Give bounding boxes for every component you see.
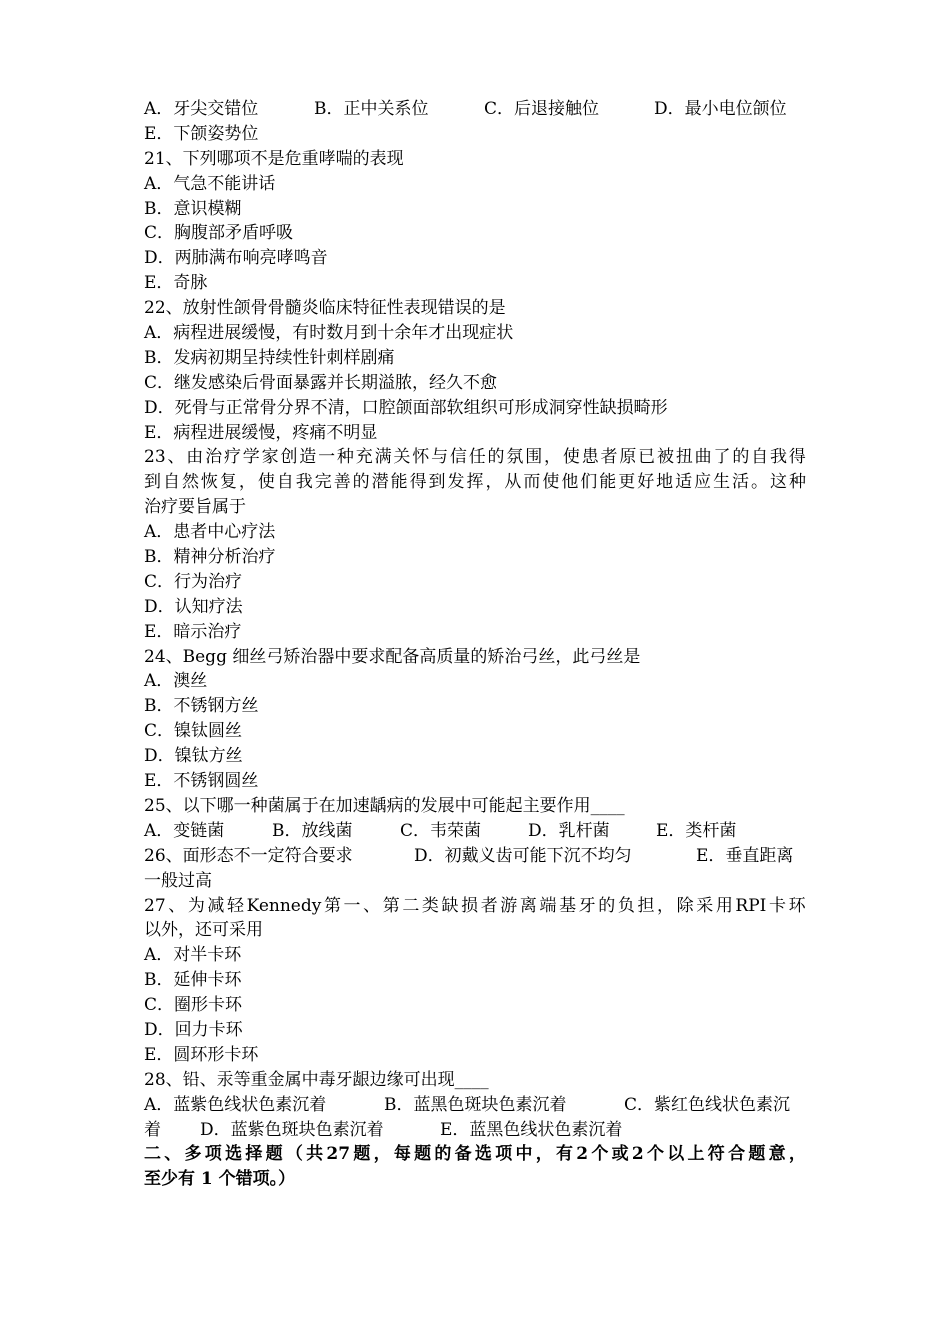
text-line: E．圆环形卡环	[144, 1044, 259, 1065]
option-cell: E．垂直距离	[696, 845, 794, 866]
option-cell: A．牙尖交错位	[144, 99, 259, 119]
option-cell: D．乳杆菌	[528, 820, 610, 841]
text-line: A．澳丝	[144, 671, 208, 692]
text-line: 一般过高	[144, 870, 212, 891]
text-line: C．继发感染后骨面暴露并长期溢脓，经久不愈	[144, 372, 498, 393]
text-line: B．精神分析治疗	[144, 547, 276, 568]
text-line: B．延伸卡环	[144, 970, 242, 991]
option-cell: C．后退接触位	[484, 99, 600, 119]
text-line: 25、以下哪一种菌属于在加速龋病的发展中可能起主要作用____	[144, 795, 625, 816]
options-row	[144, 97, 806, 122]
text-line: E．不锈钢圆丝	[144, 771, 259, 792]
text-line: 28、铅、汞等重金属中毒牙龈边缘可出现____	[144, 1069, 489, 1090]
document-body	[144, 97, 806, 1192]
option-cell: A．变链菌	[144, 820, 225, 841]
text-line: A．患者中心疗法	[144, 522, 276, 543]
text-line: 以外，还可采用	[144, 920, 263, 941]
option-cell: B．蓝黑色斑块色素沉着	[384, 1094, 567, 1115]
text-line: E．下颌姿势位	[144, 123, 259, 144]
option-cell: 着	[144, 1119, 161, 1140]
text-line: D．回力卡环	[144, 1019, 243, 1040]
text-line: 27 、 为 减 轻 Kennedy 第 一 、 第 二 类 缺 损 者 游 离 端 基 牙 的 负 担 ， 除 采 用 RPI 卡 环	[144, 895, 806, 916]
text-line: D．镍钛方丝	[144, 746, 243, 767]
option-cell: D．蓝紫色斑块色素沉着	[200, 1119, 384, 1140]
option-cell: C．紫红色线状色素沉	[624, 1094, 791, 1115]
text-line: 到 自 然 恢 复 ， 使 自 我 完 善 的 潜 能 得 到 发 挥 ， 从 而 使 他 们 能 更 好 地 适 应 生 活 。 这 种	[144, 472, 806, 493]
option-cell: 26、面形态不一定符合要求	[144, 845, 353, 866]
option-cell: B．放线菌	[272, 820, 353, 841]
text-line: D．死骨与正常骨分界不清，口腔颌面部软组织可形成洞穿性缺损畸形	[144, 397, 668, 418]
text-line: C．行为治疗	[144, 571, 243, 592]
option-cell: C．韦荣菌	[400, 820, 482, 841]
options-row	[144, 1093, 806, 1118]
text-line: 23 、 由 治 疗 学 家 创 造 一 种 充 满 关 怀 与 信 任 的 氛 围 ， 使 患 者 原 已 被 扭 曲 了 的 自 我 得	[144, 447, 806, 468]
option-cell: E．蓝黑色线状色素沉着	[440, 1119, 623, 1140]
text-line: 治疗要旨属于	[144, 497, 246, 518]
text-line: C．镍钛圆丝	[144, 721, 243, 742]
option-cell: D．最小电位颌位	[654, 99, 787, 119]
text-line: A．病程进展缓慢，有时数月到十余年才出现症状	[144, 323, 514, 344]
options-row	[144, 1118, 806, 1143]
text-line: C．圈形卡环	[144, 995, 243, 1016]
text-line: D．两肺满布响亮哮鸣音	[144, 248, 328, 269]
text-line: D．认知疗法	[144, 596, 243, 617]
text-line: 24、Begg 细丝弓矫治器中要求配备高质量的矫治弓丝，此弓丝是	[144, 646, 641, 667]
text-line: A．气急不能讲话	[144, 173, 276, 194]
option-cell: B．正中关系位	[314, 99, 429, 119]
text-line: B．发病初期呈持续性针刺样剧痛	[144, 347, 395, 368]
option-cell: A．蓝紫色线状色素沉着	[144, 1094, 327, 1115]
text-line: B．意识模糊	[144, 198, 242, 219]
text-line: 二 、 多 项 选 择 题 （ 共 27 题 ， 每 题 的 备 选 项 中 ， 有 2 个 或 2 个 以 上 符 合 题 意 ，	[144, 1144, 806, 1165]
options-row	[144, 819, 806, 844]
text-line: E．奇脉	[144, 273, 208, 294]
option-cell: D．初戴义齿可能下沉不均匀	[414, 845, 632, 866]
options-row	[144, 844, 806, 869]
text-line: 22、放射性颌骨骨髓炎临床特征性表现错误的是	[144, 298, 506, 319]
text-line: 21、下列哪项不是危重哮喘的表现	[144, 148, 404, 169]
text-line: C．胸腹部矛盾呼吸	[144, 223, 294, 244]
text-line: A．对半卡环	[144, 945, 242, 966]
text-line: E．暗示治疗	[144, 621, 242, 642]
text-line: B．不锈钢方丝	[144, 696, 259, 717]
text-line: E．病程进展缓慢，疼痛不明显	[144, 422, 378, 443]
text-line: 至少有 1 个错项。）	[144, 1169, 296, 1190]
option-cell: E．类杆菌	[656, 820, 737, 841]
